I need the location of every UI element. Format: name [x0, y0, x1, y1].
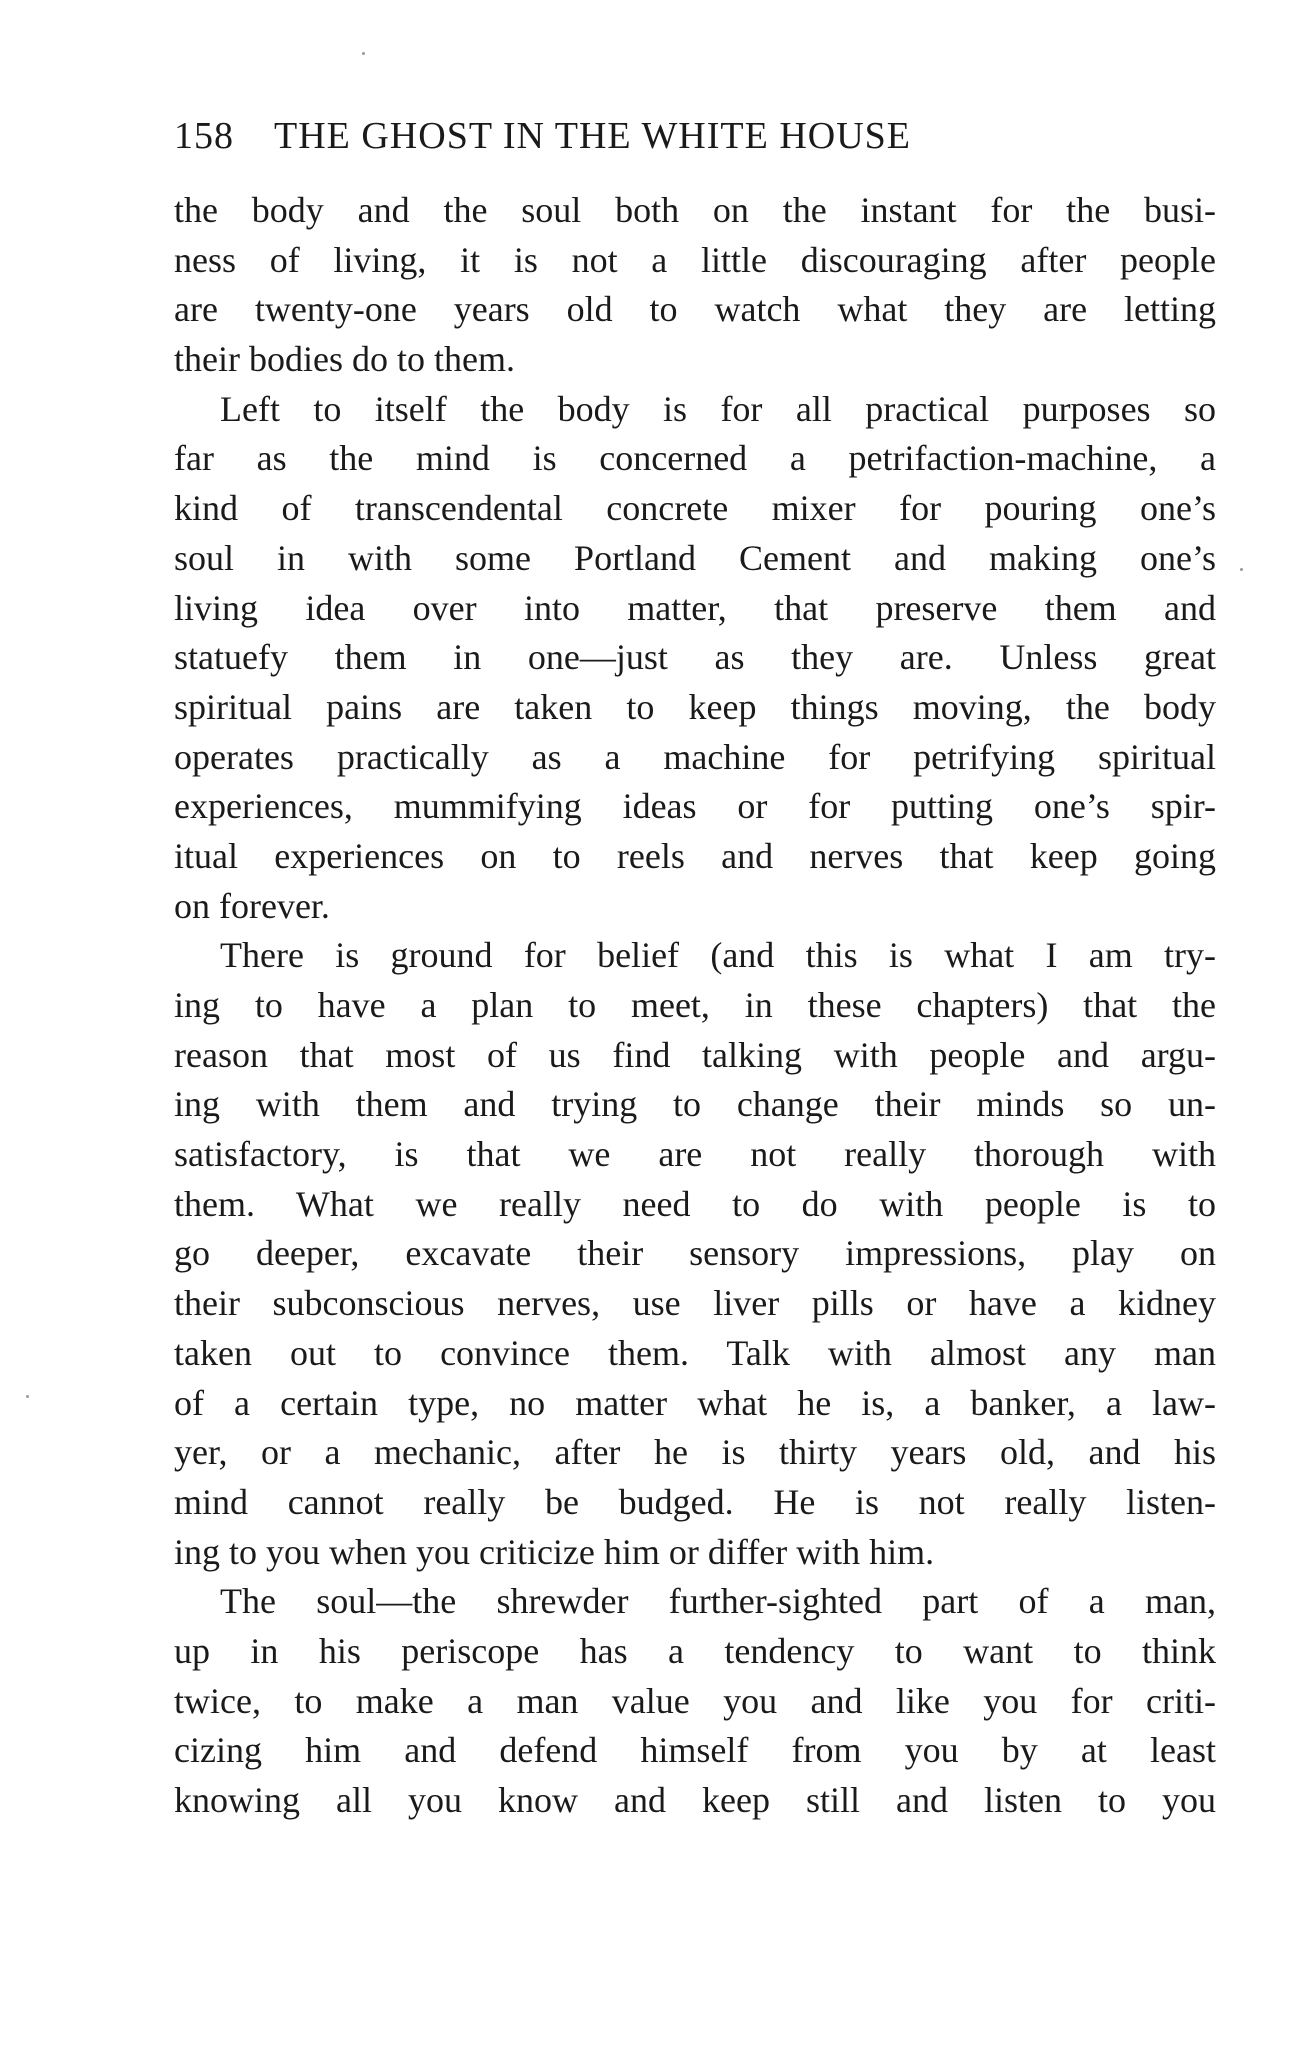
- text-line: experiences, mummifying ideas or for putting one’s spir-: [174, 786, 1216, 827]
- paragraph: [174, 186, 1216, 385]
- text-line: spiritual pains are taken to keep things moving, the body: [174, 686, 1216, 727]
- text-line: of a certain type, no matter what he is, a banker, a law-: [174, 1382, 1216, 1423]
- text-line: are twenty-one years old to watch what they are letting: [174, 289, 1216, 330]
- paragraph: [174, 1577, 1216, 1825]
- text-line: on forever.: [174, 885, 330, 926]
- text-line: far as the mind is concerned a petrifaction-machine, a: [174, 438, 1216, 479]
- text-line: kind of transcendental concrete mixer for pouring one’s: [174, 488, 1216, 529]
- scan-speck: [362, 52, 365, 55]
- text-line: taken out to convince them. Talk with almost any man: [174, 1332, 1216, 1373]
- text-line: yer, or a mechanic, after he is thirty years old, and his: [174, 1432, 1216, 1473]
- text-line: ing with them and trying to change their minds so un-: [174, 1084, 1216, 1125]
- text-line: ing to have a plan to meet, in these chapters) that the: [174, 985, 1216, 1025]
- text-line: their subconscious nerves, use liver pills or have a kidney: [174, 1283, 1216, 1324]
- book-title: THE GHOST IN THE WHITE HOUSE: [274, 115, 912, 157]
- paragraph: [174, 385, 1216, 932]
- text-line: cizing him and defend himself from you by at least: [174, 1730, 1216, 1771]
- page-number: 158: [174, 115, 234, 157]
- text-line: the body and the soul both on the instant for the busi-: [174, 190, 1216, 230]
- text-line: mind cannot really be budged. He is not really listen-: [174, 1481, 1216, 1522]
- text-line: them. What we really need to do with people is to: [174, 1183, 1216, 1224]
- scan-speck: [26, 1395, 29, 1398]
- text-line: operates practically as a machine for petrifying spiritual: [174, 736, 1216, 777]
- text-line: go deeper, excavate their sensory impressions, play on: [174, 1233, 1216, 1274]
- text-line: soul in with some Portland Cement and making one’s: [174, 537, 1216, 578]
- text-line: Left to itself the body is for all practical purposes so: [220, 388, 1216, 429]
- text-line: ness of living, it is not a little discouraging after people: [174, 239, 1216, 280]
- text-line: statuefy them in one—just as they are. Unless great: [174, 637, 1216, 678]
- body-text: [174, 186, 1216, 1826]
- text-line: There is ground for belief (and this is what I am try-: [220, 935, 1216, 976]
- text-line: knowing all you know and keep still and listen to you: [174, 1780, 1216, 1820]
- text-line: itual experiences on to reels and nerves that keep going: [174, 835, 1216, 876]
- text-line: reason that most of us find talking with people and argu-: [174, 1034, 1216, 1075]
- text-line: The soul—the shrewder further-sighted part of a man,: [220, 1581, 1216, 1622]
- text-line: twice, to make a man value you and like you for criti-: [174, 1680, 1216, 1721]
- running-head: [174, 106, 1214, 166]
- paragraph: [174, 931, 1216, 1577]
- text-line: up in his periscope has a tendency to want to think: [174, 1630, 1216, 1671]
- text-line: living idea over into matter, that preserve them and: [174, 587, 1216, 628]
- text-line: satisfactory, is that we are not really thorough with: [174, 1134, 1216, 1175]
- text-line: ing to you when you criticize him or differ with him.: [174, 1531, 935, 1572]
- scan-speck: [1240, 568, 1243, 571]
- text-line: their bodies do to them.: [174, 339, 515, 380]
